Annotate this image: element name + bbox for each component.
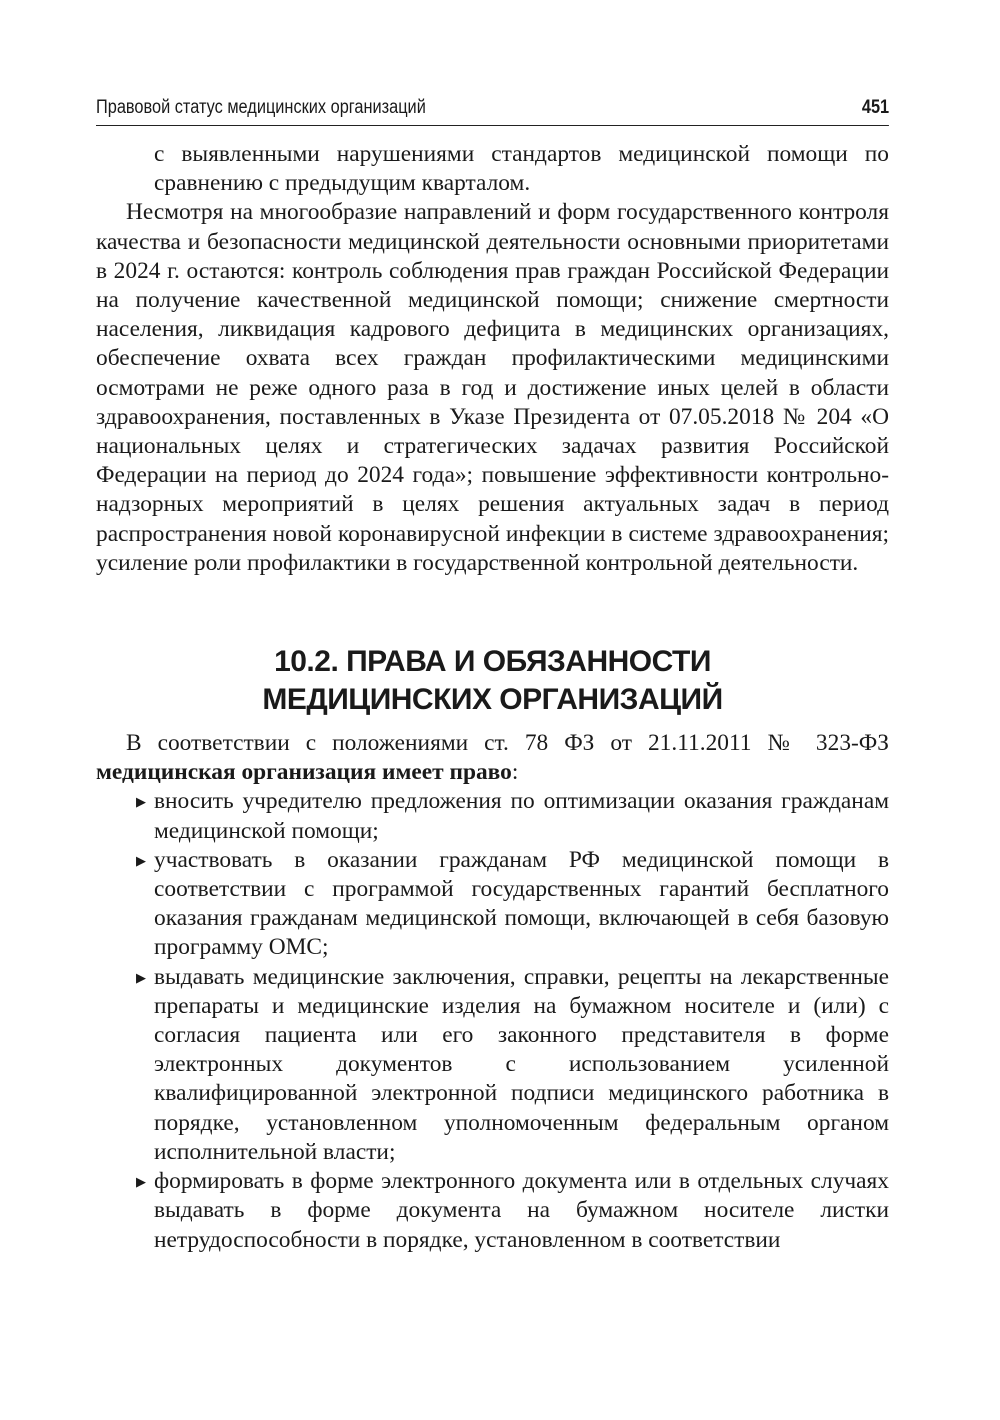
running-title: Правовой статус медицинских организаций — [96, 97, 426, 118]
running-header — [96, 96, 889, 126]
list-item-text: участвовать в оказании гражданам РФ медицинской помощи в соответствии с программой государственных гарантий бесплатного оказания гражданам медицинской помощи, включающей в себя базовую программу ОМС; — [154, 846, 889, 961]
section-heading — [96, 643, 889, 719]
intro-colon: : — [511, 759, 519, 786]
intro-plain-text: В соответствии с положениями ст. 78 ФЗ от 21.11.2011 № 323-ФЗ — [126, 730, 889, 757]
bullet-arrow-icon: ▶ — [136, 794, 146, 810]
intro-bold-text: медицинская организация имеет право — [96, 759, 512, 786]
bullet-arrow-icon: ▶ — [136, 969, 146, 985]
list-item-text: выдавать медицинские заключения, справки, рецепты на лекарственные препараты и медицинские изделия на бумажном носителе и (или) с согласия пациента или его законного представителя в форме электронных документов с использованием усиленной квалифицированной электронной подписи медицинского работника в порядке, установленном уполномоченным федеральным органом исполнительной власти; — [154, 963, 889, 1165]
list-item — [96, 963, 889, 1167]
list-item-text: вносить учредителю предложения по оптимизации оказания гражданам медицинской помощи; — [154, 788, 889, 844]
section-heading-line-1: 10.2. ПРАВА И ОБЯЗАННОСТИ — [274, 645, 711, 679]
priorities-paragraph: Несмотря на многообразие направлений и форм государственного контроля качества и безопасности медицинской деятельности основными приоритетами в 2024 г. остаются: контроль соблюдения прав граждан Российской Федерации на получение качественной медицинской помощи; снижение смертности населения, ликвидация кадрового дефицита в медицинских организациях, обеспечение охвата всех граждан профилактическими медицинскими осмотрами не реже одного раза в год и достижение иных целей в области здравоохранения, поставленных в Указе Президента от 07.05.2018 № 204 «О национальных целях и стратегических задачах развития Российской Федерации на период до 2024 года»; повышение эффективности контрольно-надзорных мероприятий в целях решения актуальных задач в период распространения новой коронавирусной инфекции в системе здравоохранения; усиление роли профилактики в государственной контрольной деятельности. — [96, 199, 889, 576]
page-number: 451 — [861, 97, 890, 118]
list-item — [96, 846, 889, 963]
list-item — [96, 787, 889, 845]
section-heading-line-2: МЕДИЦИНСКИХ ОРГАНИЗАЦИЙ — [262, 683, 723, 717]
bullet-arrow-icon: ▶ — [136, 1174, 146, 1190]
page-body — [96, 140, 889, 1255]
list-item-text: формировать в форме электронного документа или в отдельных случаях выдавать в форме документа на бумажном носителе листки нетрудоспособности в порядке, установленном в соответствии — [154, 1168, 889, 1253]
book-page — [96, 96, 889, 1255]
section-intro-paragraph — [96, 729, 889, 787]
bullet-arrow-icon: ▶ — [136, 852, 146, 868]
rights-list — [96, 787, 889, 1254]
list-item — [96, 1167, 889, 1255]
continued-paragraph: с выявленными нарушениями стандартов медицинской помощи по сравнению с предыдущим кварталом. — [154, 141, 889, 197]
